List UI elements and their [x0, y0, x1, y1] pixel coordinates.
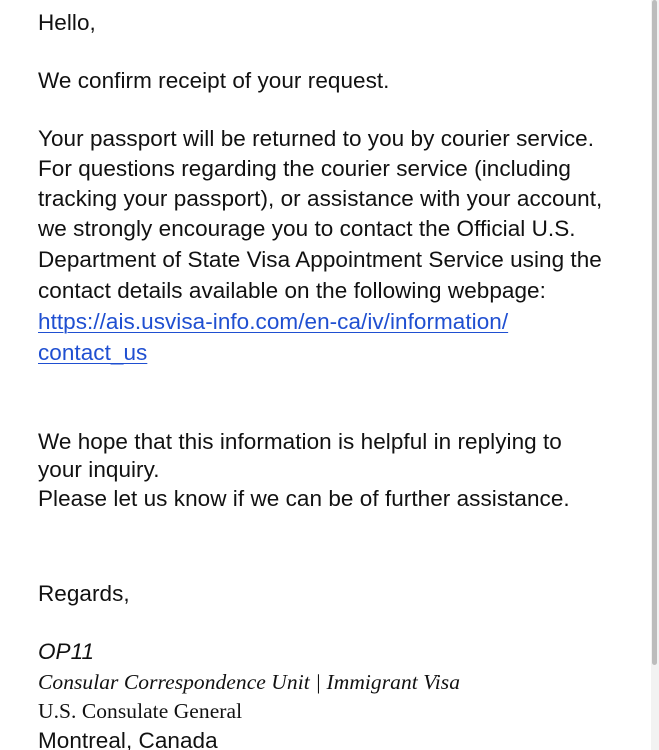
- signature-office: U.S. Consulate General: [38, 699, 243, 723]
- email-paragraph-line: Department of State Visa Appointment Service using the: [38, 247, 602, 272]
- email-greeting: Hello,: [38, 10, 96, 35]
- email-closing-line: your inquiry.: [38, 457, 160, 482]
- email-paragraph-line: contact details available on the following webpage:: [38, 278, 546, 303]
- signature-code: OP11: [38, 639, 95, 664]
- email-confirmation: We confirm receipt of your request.: [38, 68, 390, 93]
- scrollbar-thumb[interactable]: [652, 0, 657, 665]
- email-closing-line: We hope that this information is helpful in replying to: [38, 429, 562, 454]
- email-body: [38, 0, 638, 750]
- signature-location: Montreal, Canada: [38, 728, 218, 750]
- email-paragraph-line: Your passport will be returned to you by courier service.: [38, 126, 595, 151]
- contact-us-link[interactable]: https://ais.usvisa-info.com/en-ca/iv/information/: [38, 309, 509, 334]
- email-closing-line: Please let us know if we can be of further assistance.: [38, 486, 570, 511]
- email-paragraph-line: For questions regarding the courier service (including: [38, 156, 571, 181]
- email-paragraph-line: tracking your passport), or assistance with your account,: [38, 186, 603, 211]
- signature-unit: Consular Correspondence Unit | Immigrant Visa: [38, 670, 461, 694]
- vertical-scrollbar[interactable]: [651, 0, 659, 750]
- email-paragraph-line: we strongly encourage you to contact the Official U.S.: [38, 216, 576, 241]
- email-regards: Regards,: [38, 581, 130, 606]
- contact-us-link[interactable]: contact_us: [38, 340, 148, 365]
